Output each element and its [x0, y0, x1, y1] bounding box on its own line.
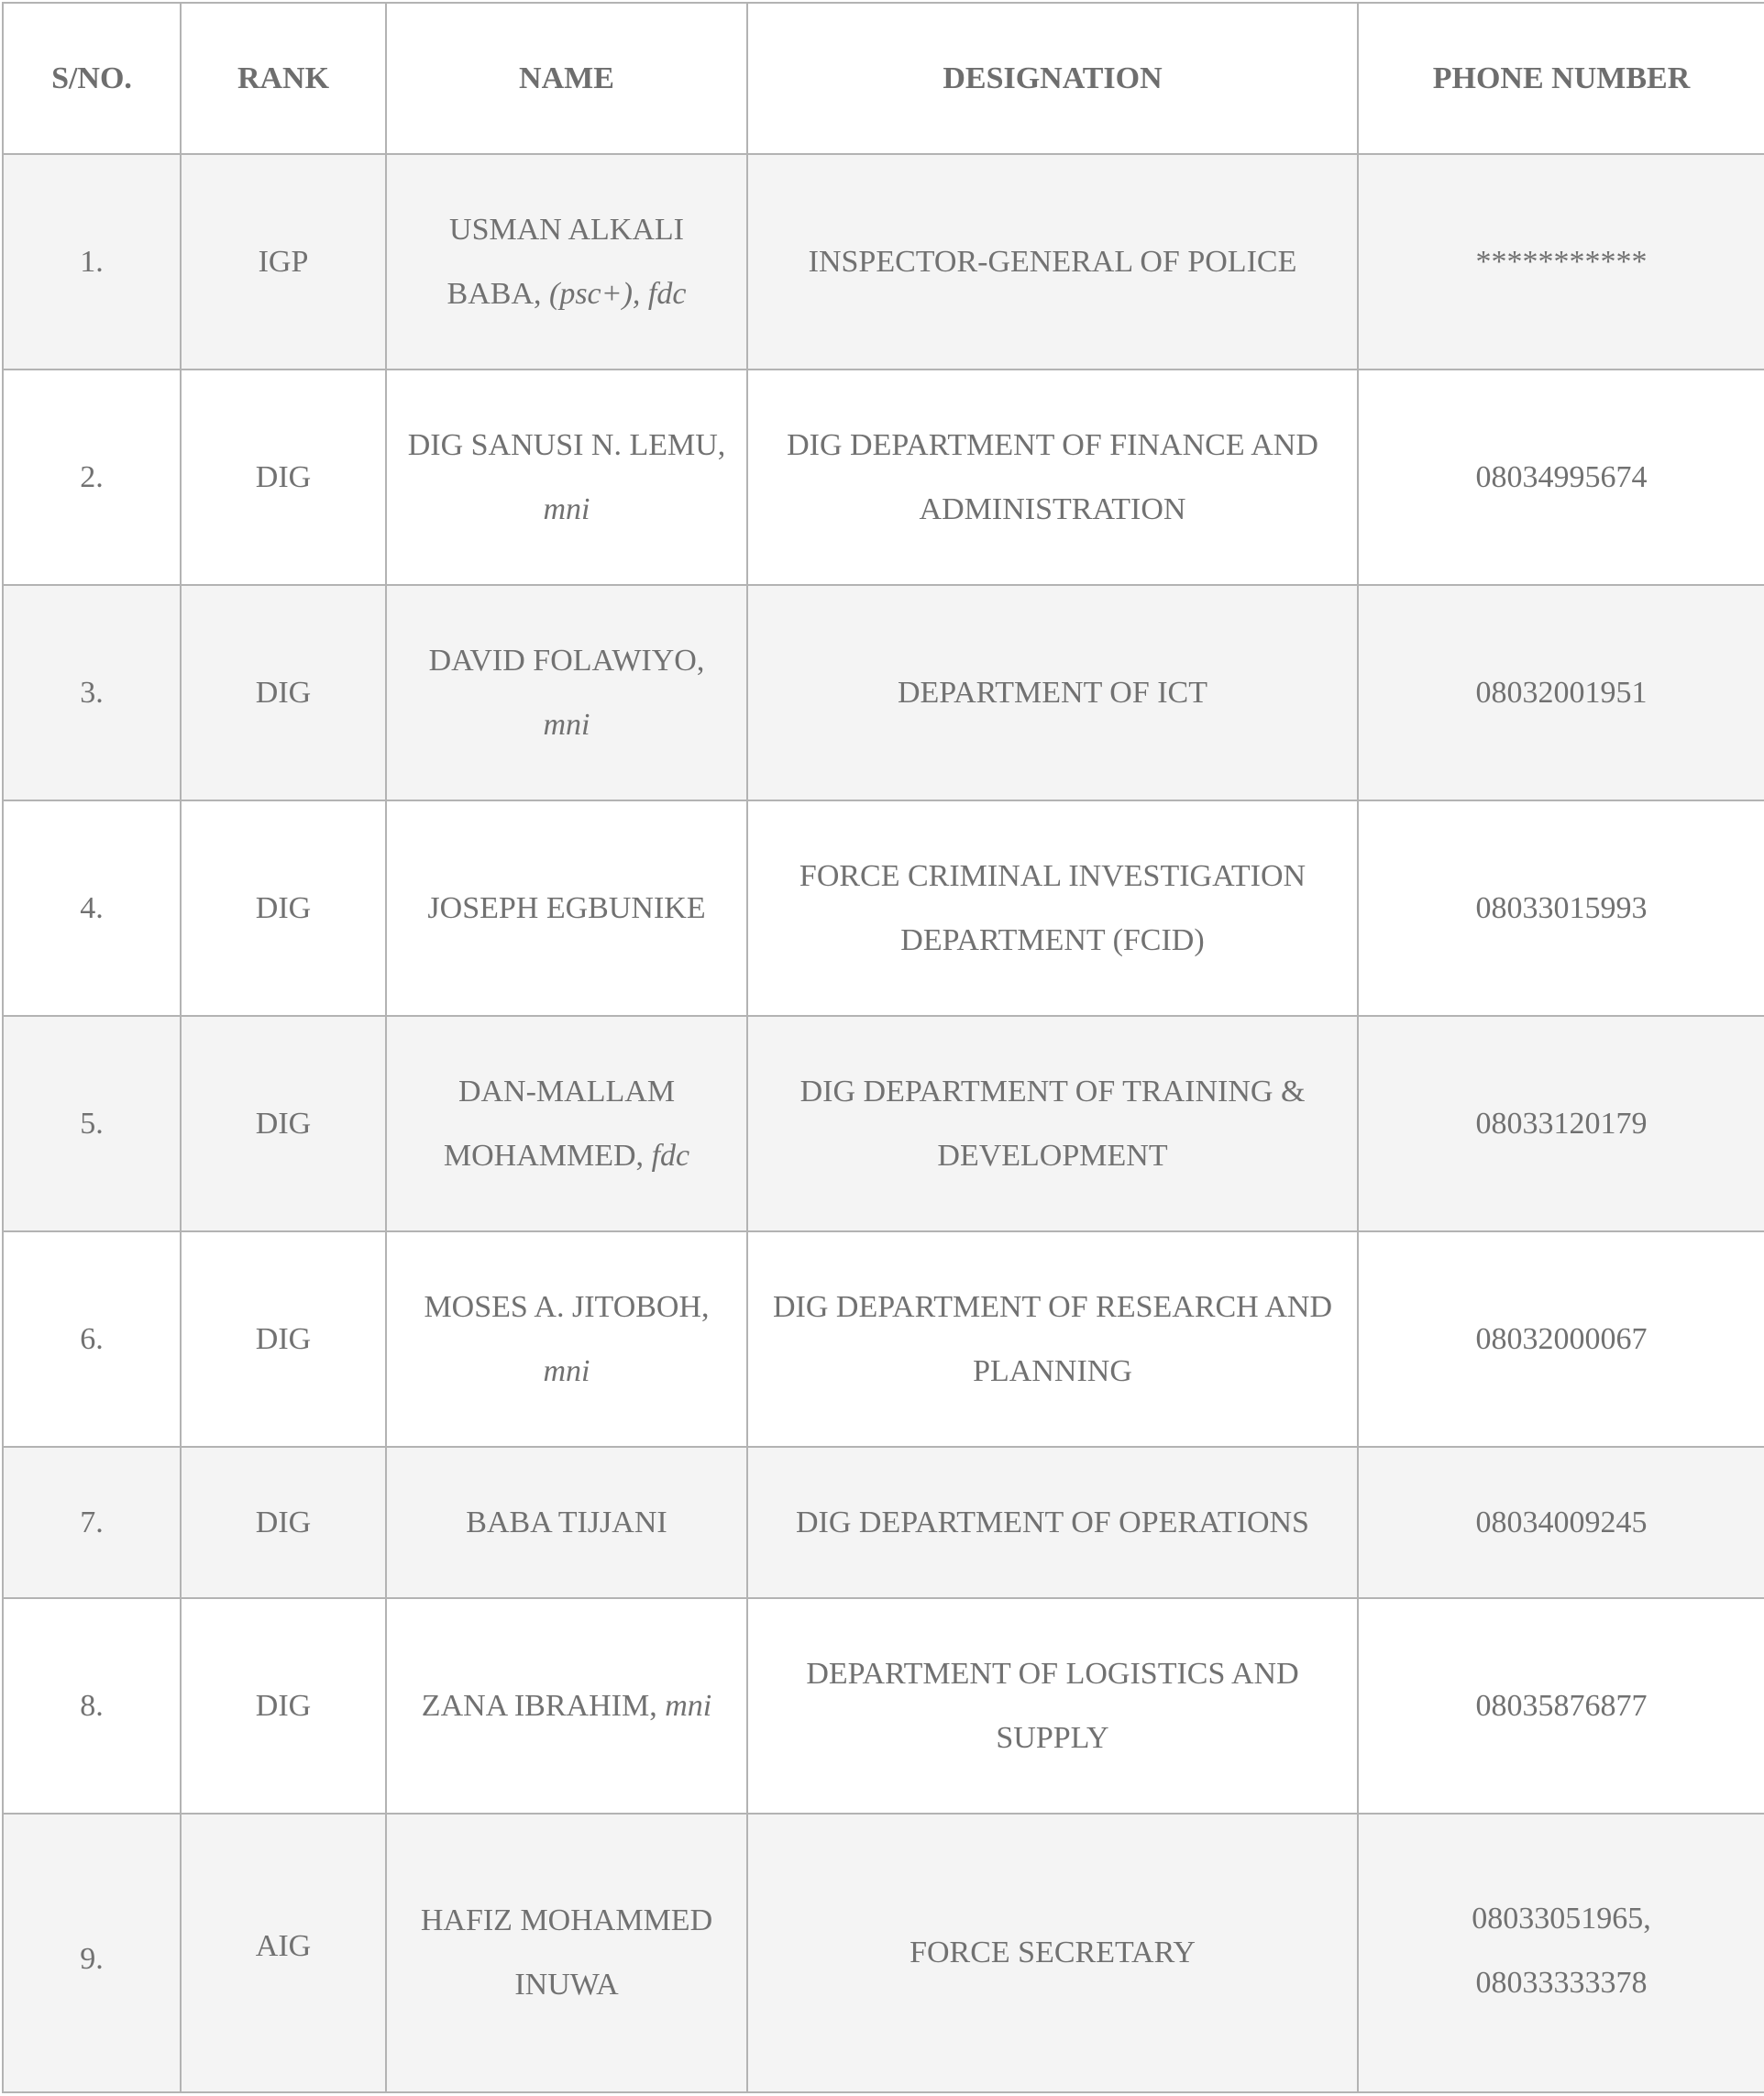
sno-cell: 3.: [3, 585, 181, 800]
name-cell: [386, 154, 747, 370]
officer-name: BABA TIJJANI: [466, 1505, 667, 1539]
table-row: [3, 1814, 1764, 2092]
phone-cell: [1358, 1814, 1764, 2092]
rank-cell: DIG: [181, 1598, 386, 1814]
designation-cell: INSPECTOR-GENERAL OF POLICE: [747, 154, 1358, 370]
name-cell: [386, 1598, 747, 1814]
phone-cell: ***********: [1358, 154, 1764, 370]
table-row: [3, 370, 1764, 585]
phone-cell: 08032001951: [1358, 585, 1764, 800]
officer-name: DAN-MALLAM MOHAMMED,: [443, 1074, 676, 1173]
rank-cell: AIG: [181, 1814, 386, 2092]
sno-cell: 4.: [3, 800, 181, 1016]
designation-cell: DIG DEPARTMENT OF TRAINING & DEVELOPMENT: [747, 1016, 1358, 1231]
name-cell: [386, 1447, 747, 1598]
name-cell: [386, 1814, 747, 2092]
officer-qualification: mni: [543, 707, 590, 742]
name-cell: [386, 585, 747, 800]
rank-cell: DIG: [181, 800, 386, 1016]
designation-cell: DIG DEPARTMENT OF RESEARCH AND PLANNING: [747, 1231, 1358, 1447]
name-cell: [386, 1231, 747, 1447]
name-cell: [386, 370, 747, 585]
phone-number-primary: 08033051965,: [1472, 1902, 1651, 1936]
header-row: [3, 3, 1764, 154]
officer-qualification: mni: [543, 1353, 590, 1388]
phone-cell: 08033120179: [1358, 1016, 1764, 1231]
phone-number-secondary: 08033333378: [1475, 1966, 1648, 2000]
rank-cell: DIG: [181, 1447, 386, 1598]
sno-cell: 9.: [3, 1814, 181, 2092]
phone-cell: 08033015993: [1358, 800, 1764, 1016]
column-header-name: NAME: [386, 3, 747, 154]
phone-cell: 08032000067: [1358, 1231, 1764, 1447]
officer-name: DAVID FOLAWIYO,: [428, 643, 705, 678]
officer-name: MOSES A. JITOBOH,: [424, 1289, 710, 1324]
designation-cell: DEPARTMENT OF ICT: [747, 585, 1358, 800]
officer-qualification: (psc+), fdc: [549, 276, 687, 311]
column-header-phone-number: PHONE NUMBER: [1358, 3, 1764, 154]
designation-cell: DEPARTMENT OF LOGISTICS AND SUPPLY: [747, 1598, 1358, 1814]
column-header-designation: DESIGNATION: [747, 3, 1358, 154]
phone-cell: 08035876877: [1358, 1598, 1764, 1814]
sno-cell: 6.: [3, 1231, 181, 1447]
phone-cell: 08034995674: [1358, 370, 1764, 585]
designation-cell: DIG DEPARTMENT OF FINANCE AND ADMINISTRATION: [747, 370, 1358, 585]
officer-name: ZANA IBRAHIM,: [421, 1688, 657, 1723]
table-row: [3, 1447, 1764, 1598]
officer-qualification: fdc: [651, 1138, 690, 1173]
designation-cell: FORCE CRIMINAL INVESTIGATION DEPARTMENT (FCID): [747, 800, 1358, 1016]
sno-cell: 1.: [3, 154, 181, 370]
sno-cell: 2.: [3, 370, 181, 585]
rank-cell: DIG: [181, 1231, 386, 1447]
table-row: [3, 1016, 1764, 1231]
table-row: [3, 800, 1764, 1016]
rank-cell: DIG: [181, 585, 386, 800]
rank-cell: IGP: [181, 154, 386, 370]
table-row: [3, 154, 1764, 370]
officer-name: DIG SANUSI N. LEMU,: [407, 427, 726, 462]
column-header-sno: S/NO.: [3, 3, 181, 154]
table-row: [3, 1231, 1764, 1447]
name-cell: [386, 1016, 747, 1231]
officers-table: [2, 2, 1764, 2093]
officer-qualification: mni: [543, 491, 590, 526]
column-header-rank: RANK: [181, 3, 386, 154]
phone-cell: 08034009245: [1358, 1447, 1764, 1598]
name-cell: [386, 800, 747, 1016]
rank-cell: DIG: [181, 370, 386, 585]
officer-name: USMAN ALKALI BABA,: [447, 212, 684, 311]
officer-name: HAFIZ MOHAMMED INUWA: [420, 1903, 713, 2002]
table-row: [3, 585, 1764, 800]
sno-cell: 5.: [3, 1016, 181, 1231]
designation-cell: DIG DEPARTMENT OF OPERATIONS: [747, 1447, 1358, 1598]
officer-name: JOSEPH EGBUNIKE: [427, 890, 706, 925]
rank-cell: DIG: [181, 1016, 386, 1231]
sno-cell: 8.: [3, 1598, 181, 1814]
sno-cell: 7.: [3, 1447, 181, 1598]
designation-cell: FORCE SECRETARY: [747, 1814, 1358, 2092]
table-row: [3, 1598, 1764, 1814]
officer-qualification: mni: [665, 1688, 712, 1723]
